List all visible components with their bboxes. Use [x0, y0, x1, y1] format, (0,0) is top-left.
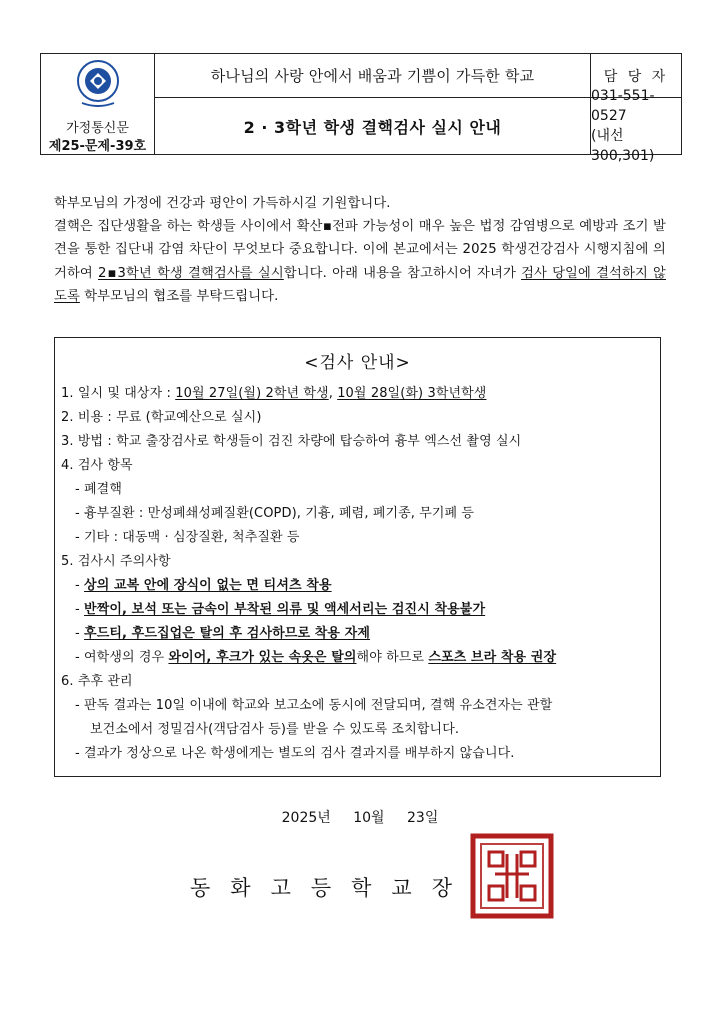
item-5a [75, 574, 332, 593]
item-4b: - 흉부질환 : 만성폐쇄성폐질환(COPD), 기흉, 폐렴, 폐기종, 무기폐 등 [75, 506, 475, 521]
doc-type: 가정통신문 [66, 121, 129, 136]
intro-emphasis-2: 검사 당일에 결석하지 않도록 [54, 265, 666, 304]
contact-ext: (내선 300,301) [591, 128, 655, 164]
dash: - [75, 578, 85, 593]
item-emphasis: 반짝이, 보석 또는 금속이 부착된 의류 및 액세서리는 검진시 착용불가 [84, 602, 486, 617]
item-6a-line1: - 판독 결과는 10일 이내에 학교와 보고소에 동시에 전달되며, 결핵 유소견자는 관할 [75, 698, 553, 713]
exam-info-box [54, 337, 661, 777]
item-5: 5. 검사시 주의사항 [61, 554, 171, 569]
item-5c [75, 622, 370, 641]
item-6: 6. 추후 관리 [61, 674, 133, 689]
issue-date: 2025년 10월 23일 [281, 810, 439, 826]
doc-number: 제25-문제-39호 [48, 139, 147, 154]
item-emphasis: 10월 27일(월) 2학년 학생 [175, 386, 329, 401]
item-4: 4. 검사 항목 [61, 458, 133, 473]
official-seal-icon [469, 832, 555, 920]
intro-paragraph [54, 192, 666, 308]
item-emphasis: 와이어, 후크가 있는 속옷은 탈의 [168, 650, 357, 665]
intro-text: 결핵은 집단생활을 하는 학생들 사이에서 확산▪전파 가능성이 매우 높은 법정 감염병으로 예방과 조기 발견을 통한 집단내 감염 차단이 무엇보다 중요합니다. 이에 본교에서는 2025 학생건강검사 시행지침에 의거하여 [54, 219, 666, 281]
page-title: 2 · 3학년 학생 결핵검사 실시 안내 [243, 117, 502, 137]
item-text: 해야 하므로 [356, 650, 429, 665]
item-emphasis: 10월 28일(화) 3학년학생 [337, 386, 487, 401]
item-6b: - 결과가 정상으로 나온 학생에게는 별도의 검사 결과지를 배부하지 않습니다. [75, 746, 515, 761]
item-1 [61, 382, 486, 401]
header-table [40, 53, 682, 164]
item-4c: - 기타 : 대동맥 · 심장질환, 척추질환 등 [75, 530, 300, 545]
item-emphasis: 상의 교복 안에 장식이 없는 면 티셔츠 착용 [84, 578, 332, 593]
item-text: 1. 일시 및 대상자 : [61, 386, 176, 401]
header-right-cell [591, 54, 681, 164]
header-left-cell [41, 54, 155, 154]
item-3: 3. 방법 : 학교 출장검사로 학생들이 검진 차량에 탑승하여 흉부 엑스선 촬영 실시 [61, 434, 522, 449]
intro-text: 합니다. 아래 내용을 참고하시어 자녀가 [283, 265, 522, 281]
principal-signature: 동화고등학교장 [190, 876, 473, 900]
item-6a-line2: 보건소에서 정밀검사(객담검사 등)를 받을 수 있도록 조치합니다. [90, 722, 460, 737]
box-title: <검사 안내> [304, 353, 411, 373]
contact-phone: 031-551-0527 [591, 88, 655, 124]
dash: - [75, 626, 85, 641]
intro-emphasis-1: 2▪3학년 학생 결핵검사를 실시 [98, 265, 284, 281]
school-motto: 하나님의 사랑 안에서 배움과 기쁨이 가득한 학교 [155, 54, 590, 98]
item-5d [75, 646, 556, 665]
item-4a: - 폐결핵 [75, 482, 122, 497]
intro-text: 학부모님의 협조를 부탁드립니다. [79, 288, 279, 304]
school-logo-icon [76, 59, 120, 111]
contact-label: 담 당 자 [591, 54, 681, 98]
dash: - [75, 602, 85, 617]
item-emphasis: 스포츠 브라 착용 권장 [428, 650, 557, 665]
intro-body [54, 215, 666, 308]
item-text: , [328, 386, 338, 401]
item-5b [75, 598, 485, 617]
intro-greeting: 학부모님의 가정에 건강과 평안이 가득하시길 기원합니다. [54, 196, 391, 211]
item-2: 2. 비용 : 무료 (학교예산으로 실시) [61, 410, 262, 425]
contact-info [591, 88, 681, 164]
item-emphasis: 후드티, 후드집업은 탈의 후 검사하므로 착용 자제 [84, 626, 370, 641]
header-center-cell [155, 54, 591, 154]
item-text: - 여학생의 경우 [75, 650, 169, 665]
